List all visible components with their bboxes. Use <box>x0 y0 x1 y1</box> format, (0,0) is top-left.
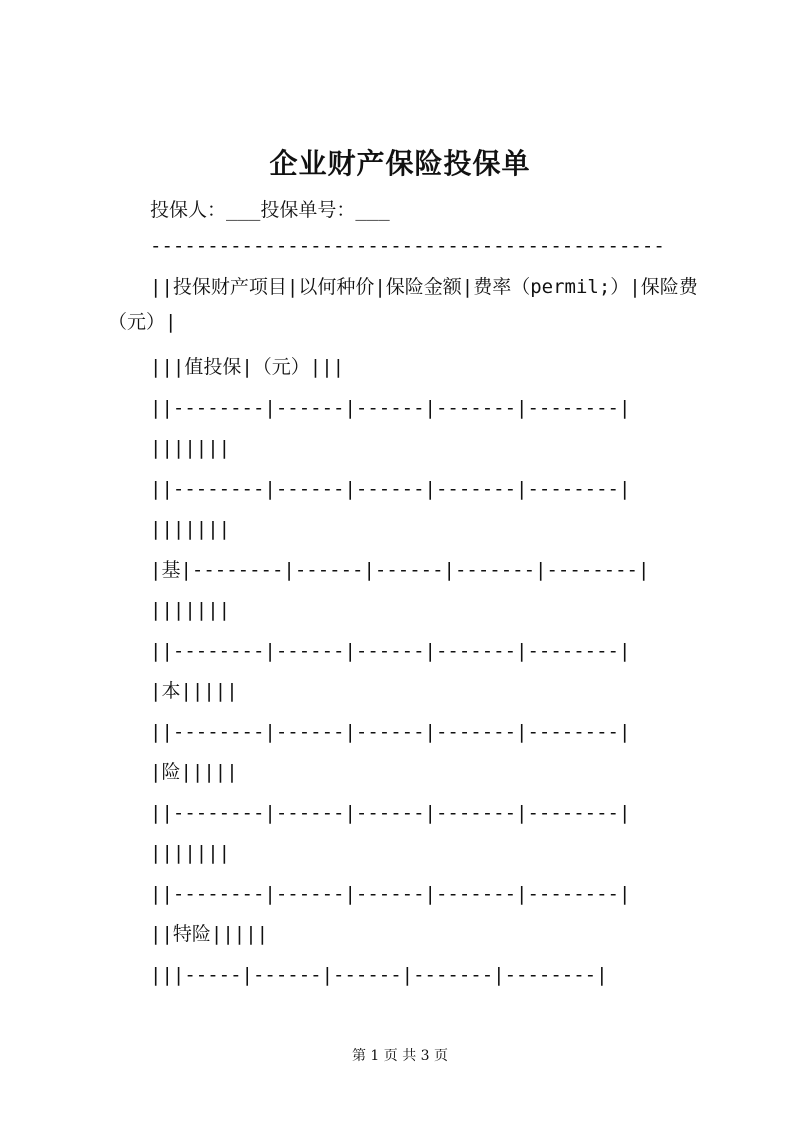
table-row: |基|--------|------|------|-------|--------| <box>150 559 650 581</box>
table-row: ||--------|------|------|-------|--------| <box>150 802 631 824</box>
table-row: ||||||| <box>150 599 231 621</box>
table-row: ||||||| <box>150 437 231 459</box>
header-line: 投保人：___投保单号：___ <box>150 199 390 221</box>
table-row: ||--------|------|------|-------|--------| <box>150 478 631 500</box>
page-title: 企业财产保险投保单 <box>269 147 531 180</box>
table-row: ||特险||||| <box>150 923 269 945</box>
table-row: ||||||| <box>150 518 231 540</box>
table-row: ||--------|------|------|-------|--------| <box>150 640 631 662</box>
table-row: |险||||| <box>150 761 238 783</box>
separator-line: --------------------------------------------- <box>150 235 665 257</box>
table-row: |本||||| <box>150 680 238 702</box>
table-row: |||值投保|（元）||| <box>150 356 345 378</box>
table-row: |||-----|------|------|-------|--------| <box>150 964 608 986</box>
table-row: ||--------|------|------|-------|--------| <box>150 397 631 419</box>
page-footer: 第 1 页 共 3 页 <box>351 1048 449 1064</box>
table-row: ||--------|------|------|-------|--------| <box>150 721 631 743</box>
table-header-text: ||投保财产项目|以何种价|保险金额|费率（permil;）|保险费（元）| <box>108 276 698 333</box>
table-row: ||--------|------|------|-------|--------| <box>150 883 631 905</box>
table-row: ||||||| <box>150 842 231 864</box>
